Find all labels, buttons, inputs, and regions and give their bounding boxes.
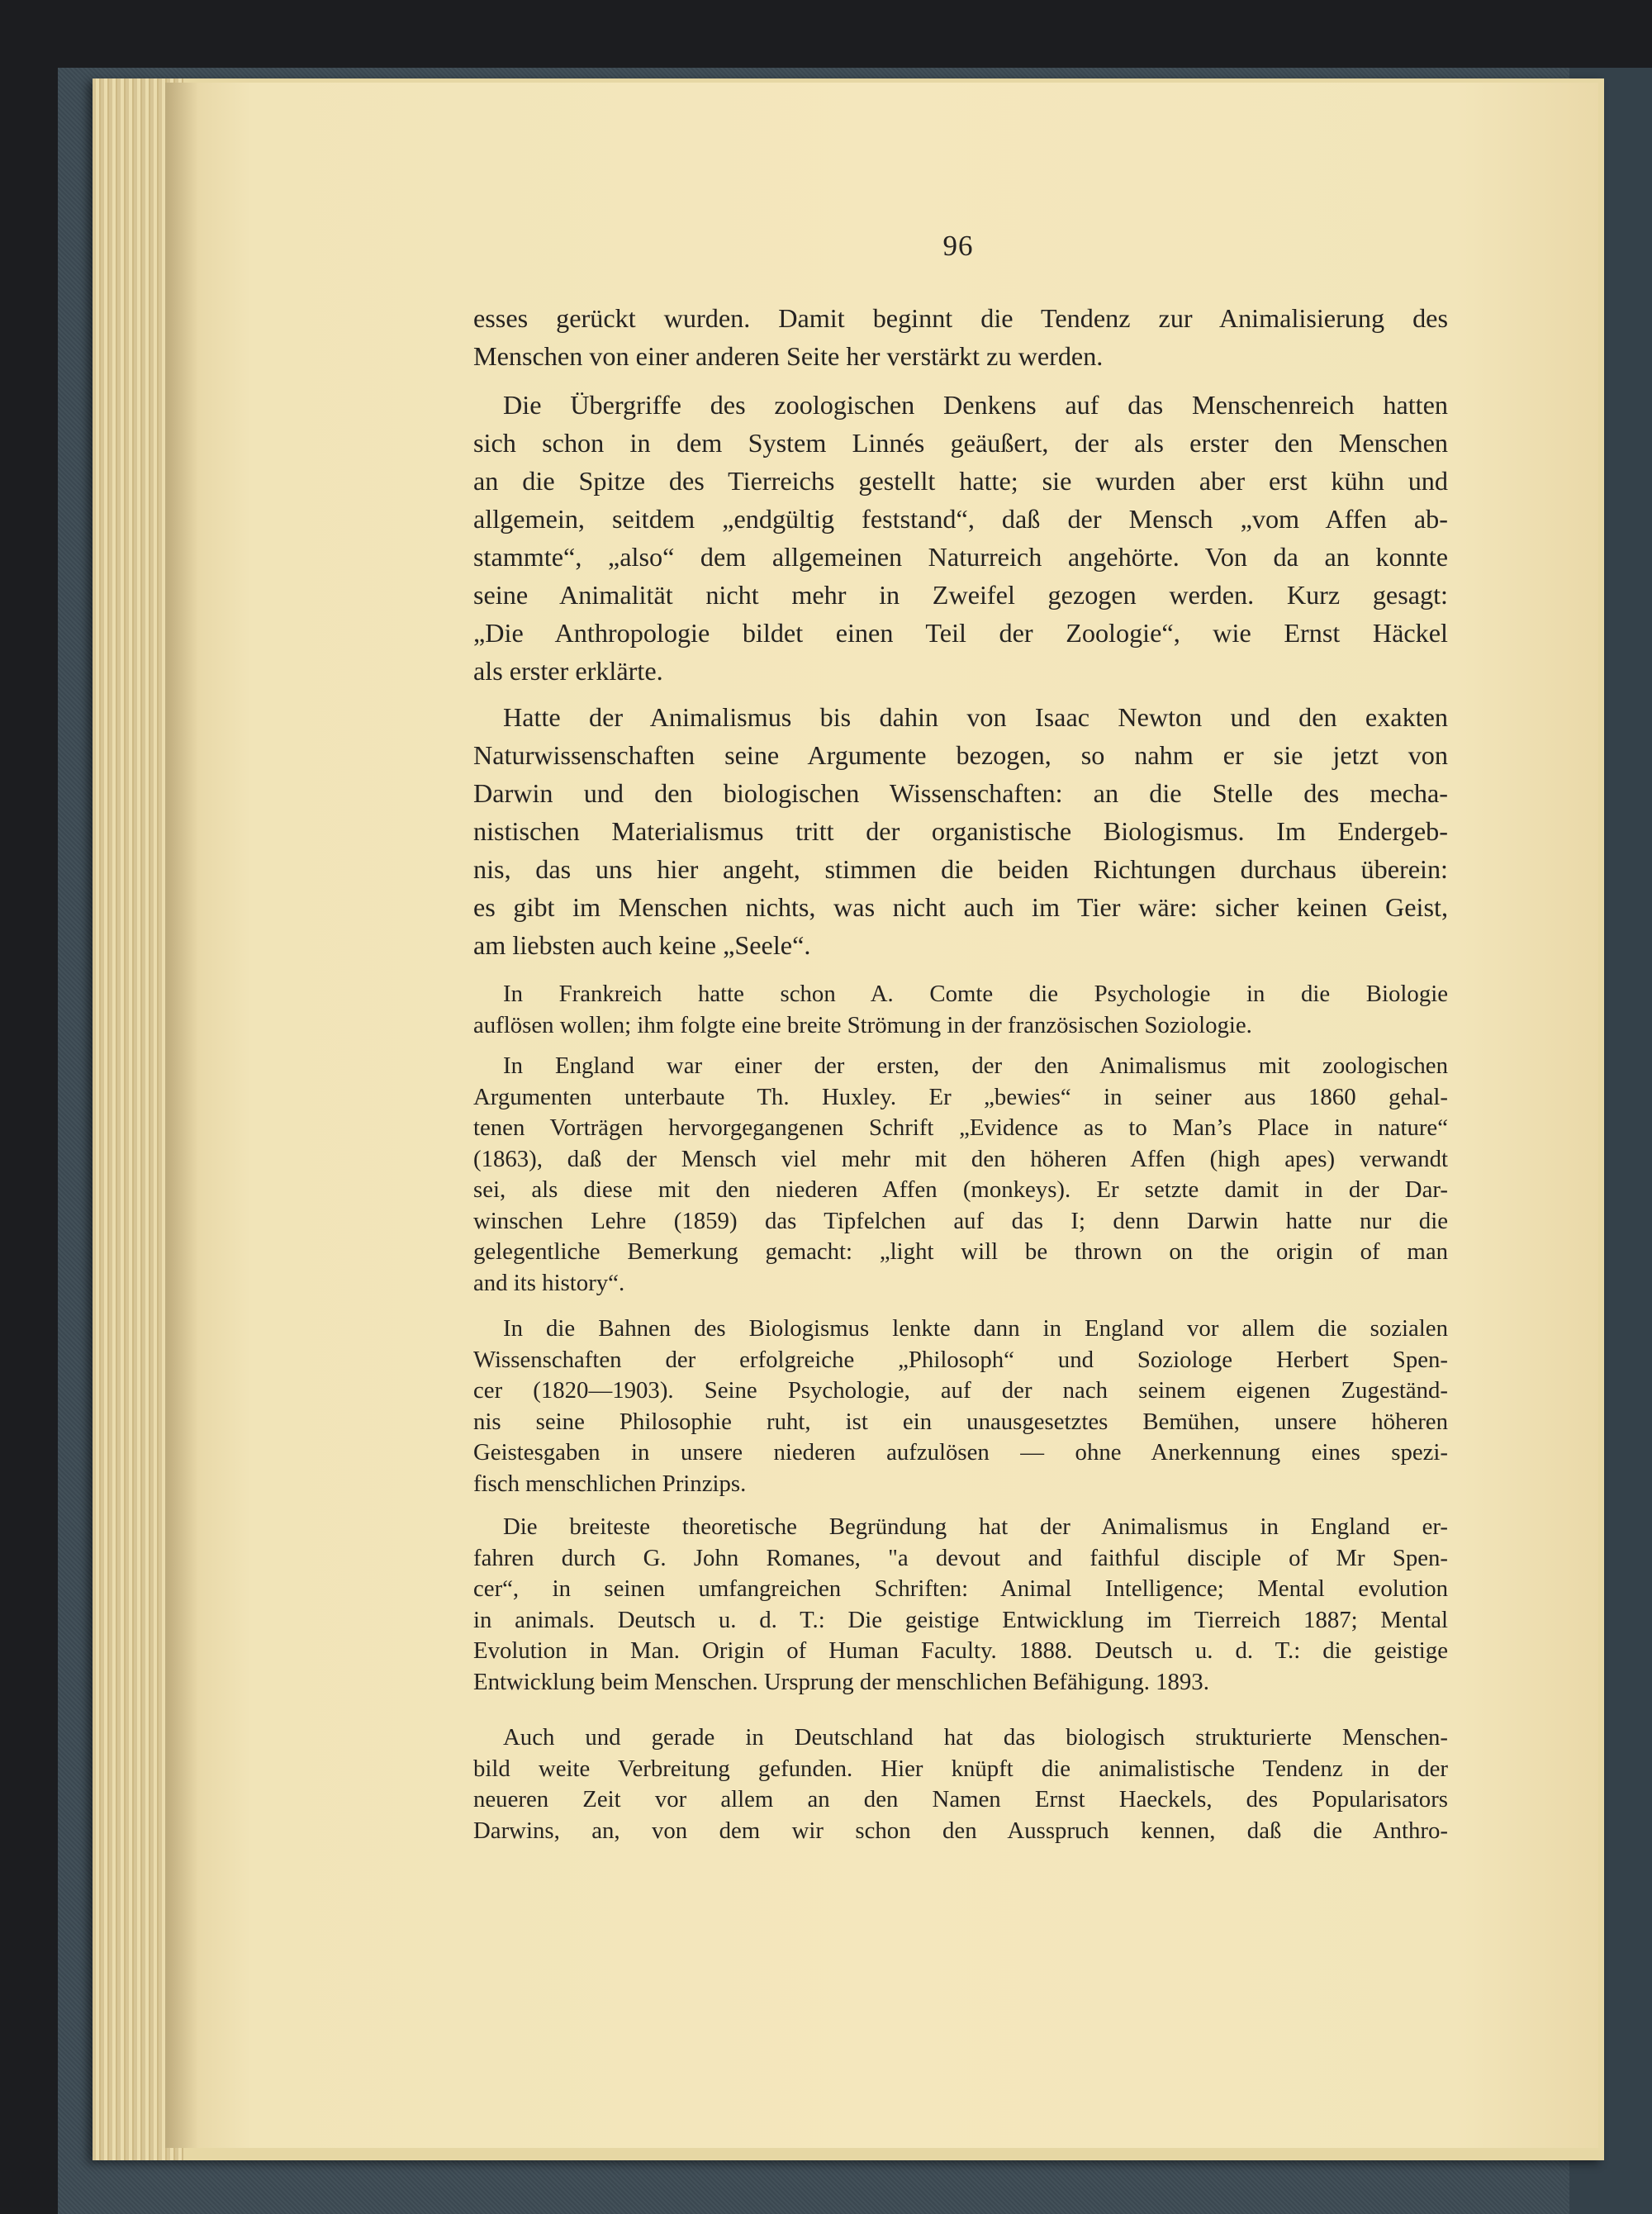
text-line: Entwicklung beim Menschen. Ursprung der menschlichen Befähigung. 1893.	[473, 1668, 1209, 1695]
paragraph	[473, 1722, 1448, 1846]
text-line: Hatte der Animalismus bis dahin von Isaac Newton und den exakten	[503, 702, 1448, 732]
paragraph	[473, 386, 1448, 690]
text-line: winschen Lehre (1859) das Tipfelchen auf das I; denn Darwin hatte nur die	[473, 1207, 1448, 1234]
text-line: in animals. Deutsch u. d. T.: Die geistige Entwicklung im Tierreich 1887; Mental	[473, 1606, 1448, 1633]
text-line: In Frankreich hatte schon A. Comte die Psychologie in die Biologie	[503, 981, 1448, 1007]
text-line: bild weite Verbreitung gefunden. Hier knüpft die animalistische Tendenz in der	[473, 1755, 1448, 1782]
text-line: esses gerückt wurden. Damit beginnt die Tendenz zur Animalisierung des	[473, 303, 1448, 333]
text-line: nis seine Philosophie ruht, ist ein unausgesetztes Bemühen, unsere höheren	[473, 1408, 1448, 1435]
text-line: (1863), daß der Mensch viel mehr mit den höheren Affen (high apes) verwandt	[473, 1145, 1448, 1172]
text-line: Argumenten unterbaute Th. Huxley. Er „bewies“ in seiner aus 1860 gehal-	[473, 1083, 1448, 1110]
paragraph	[473, 1314, 1448, 1499]
text-line: Menschen von einer anderen Seite her verstärkt zu werden.	[473, 341, 1104, 371]
text-line: auflösen wollen; ihm folgte eine breite Strömung in der französischen Soziologie.	[473, 1011, 1252, 1038]
text-line: allgemein, seitdem „endgültig feststand“, daß der Mensch „vom Affen ab-	[473, 504, 1448, 534]
paragraph	[473, 299, 1448, 375]
text-line: Die Übergriffe des zoologischen Denkens auf das Menschenreich hatten	[503, 390, 1448, 420]
text-line: als erster erklärte.	[473, 656, 663, 686]
text-line: nistischen Materialismus tritt der organistische Biologismus. Im Endergeb-	[473, 816, 1448, 846]
text-line: sei, als diese mit den niederen Affen (monkeys). Er setzte damit in der Dar-	[473, 1176, 1448, 1203]
text-line: Darwins, an, von dem wir schon den Ausspruch kennen, daß die Anthro-	[473, 1817, 1448, 1844]
text-line: Naturwissenschaften seine Argumente bezogen, so nahm er sie jetzt von	[473, 740, 1448, 770]
text-line: gelegentliche Bemerkung gemacht: „light will be thrown on the origin of man	[473, 1238, 1448, 1265]
text-line: Die breiteste theoretische Begründung hat der Animalismus in England er-	[503, 1513, 1448, 1540]
text-line: Geistesgaben in unsere niederen aufzulösen — ohne Anerkennung eines spezi-	[473, 1439, 1448, 1466]
text-line: Darwin und den biologischen Wissenschaften: an die Stelle des mecha-	[473, 778, 1448, 808]
text-line: fisch menschlichen Prinzips.	[473, 1470, 747, 1497]
text-line: In die Bahnen des Biologismus lenkte dann in England vor allem die sozialen	[503, 1315, 1448, 1342]
page-number: 96	[942, 230, 974, 262]
text-line: fahren durch G. John Romanes, "a devout and faithful disciple of Mr Spen-	[473, 1544, 1448, 1571]
text-line: neueren Zeit vor allem an den Namen Ernst Haeckels, des Popularisators	[473, 1786, 1448, 1813]
text-line: stammte“, „also“ dem allgemeinen Naturreich angehörte. Von da an konnte	[473, 542, 1448, 572]
paragraph	[473, 979, 1448, 1041]
text-line: am liebsten auch keine „Seele“.	[473, 930, 811, 960]
paragraph	[473, 1512, 1448, 1698]
text-line: Wissenschaften der erfolgreiche „Philosoph“ und Soziologe Herbert Spen-	[473, 1346, 1448, 1373]
text-line: Auch und gerade in Deutschland hat das biologisch strukturierte Menschen-	[503, 1724, 1448, 1751]
text-line: tenen Vorträgen hervorgegangenen Schrift „Evidence as to Man’s Place in nature“	[473, 1114, 1448, 1141]
text-line: „Die Anthropologie bildet einen Teil der Zoologie“, wie Ernst Häckel	[473, 618, 1448, 648]
text-line: cer“, in seinen umfangreichen Schriften: Animal Intelligence; Mental evolution	[473, 1575, 1448, 1602]
paragraph	[473, 1051, 1448, 1299]
paragraph	[473, 698, 1448, 964]
text-line: es gibt im Menschen nichts, was nicht auch im Tier wäre: sicher keinen Geist,	[473, 892, 1448, 922]
text-line: an die Spitze des Tierreichs gestellt hatte; sie wurden aber erst kühn und	[473, 466, 1448, 496]
text-line: sich schon in dem System Linnés geäußert, der als erster den Menschen	[473, 428, 1448, 458]
text-line: seine Animalität nicht mehr in Zweifel gezogen werden. Kurz gesagt:	[473, 580, 1448, 610]
text-line: cer (1820—1903). Seine Psychologie, auf der nach seinem eigenen Zugeständ-	[473, 1377, 1448, 1404]
text-line: nis, das uns hier angeht, stimmen die beiden Richtungen durchaus überein:	[473, 854, 1448, 884]
text-line: and its history“.	[473, 1269, 625, 1296]
text-line: In England war einer der ersten, der den Animalismus mit zoologischen	[503, 1052, 1448, 1079]
text-line: Evolution in Man. Origin of Human Faculty. 1888. Deutsch u. d. T.: die geistige	[473, 1637, 1448, 1664]
